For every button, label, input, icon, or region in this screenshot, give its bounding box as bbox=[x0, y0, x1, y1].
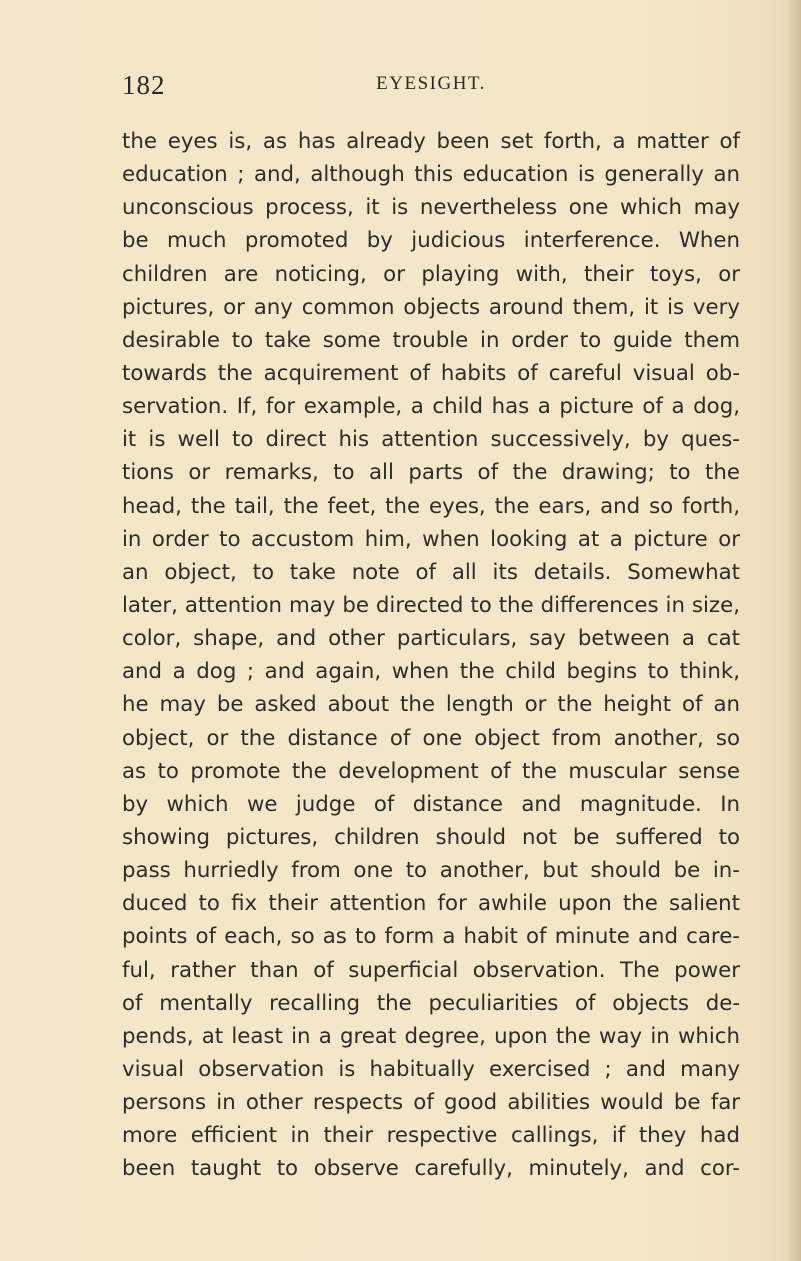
body-text bbox=[122, 125, 740, 1186]
text-line: be much promoted by judicious interference. When bbox=[122, 228, 740, 254]
text-line: persons in other respects of good abilities would be far bbox=[122, 1090, 740, 1116]
text-line: later, attention may be directed to the differences in size, bbox=[122, 592, 740, 618]
text-line: and a dog ; and again, when the child begins to think, bbox=[122, 659, 740, 685]
text-line: pends, at least in a great degree, upon the way in which bbox=[122, 1023, 740, 1049]
text-line: in order to accustom him, when looking at a picture or bbox=[122, 526, 740, 552]
text-line: children are noticing, or playing with, their toys, or bbox=[122, 261, 740, 287]
text-line: head, the tail, the feet, the eyes, the ears, and so forth, bbox=[122, 493, 740, 519]
text-line: servation. If, for example, a child has a picture of a dog, bbox=[122, 394, 740, 420]
text-line: he may be asked about the length or the height of an bbox=[122, 692, 740, 718]
text-line: ful, rather than of superficial observation. The power bbox=[122, 957, 740, 983]
text-line: color, shape, and other particulars, say between a cat bbox=[122, 626, 740, 652]
text-line: education ; and, although this education is generally an bbox=[122, 162, 740, 188]
text-line: the eyes is, as has already been set forth, a matter of bbox=[122, 129, 740, 154]
text-line: showing pictures, children should not be suffered to bbox=[122, 824, 740, 850]
page-edge-shadow bbox=[787, 0, 801, 1261]
text-line: pictures, or any common objects around them, it is very bbox=[122, 294, 740, 320]
text-line: pass hurriedly from one to another, but should be in- bbox=[122, 858, 740, 884]
text-line: towards the acquirement of habits of careful visual ob- bbox=[122, 360, 740, 386]
text-line: more efficient in their respective callings, if they had bbox=[122, 1123, 740, 1149]
page-number: 182 bbox=[122, 70, 166, 100]
text-line: visual observation is habitually exercised ; and many bbox=[122, 1056, 740, 1082]
text-line: an object, to take note of all its details. Somewhat bbox=[122, 559, 740, 585]
text-line: of mentally recalling the peculiarities of objects de- bbox=[122, 990, 740, 1016]
text-line: been taught to observe carefully, minutely, and cor- bbox=[122, 1156, 740, 1182]
text-line: duced to fix their attention for awhile upon the salient bbox=[122, 891, 740, 917]
text-line: tions or remarks, to all parts of the drawing; to the bbox=[122, 460, 740, 486]
text-line: object, or the distance of one object from another, so bbox=[122, 725, 740, 751]
text-line: desirable to take some trouble in order to guide them bbox=[122, 327, 740, 353]
text-line: unconscious process, it is nevertheless one which may bbox=[122, 195, 740, 221]
text-line: points of each, so as to form a habit of minute and care- bbox=[122, 924, 740, 950]
text-line: it is well to direct his attention successively, by ques- bbox=[122, 427, 740, 453]
running-head: EYESIGHT. bbox=[376, 73, 486, 94]
text-line: by which we judge of distance and magnitude. In bbox=[122, 791, 740, 817]
page-header bbox=[122, 70, 740, 102]
text-line: as to promote the development of the muscular sense bbox=[122, 758, 740, 784]
